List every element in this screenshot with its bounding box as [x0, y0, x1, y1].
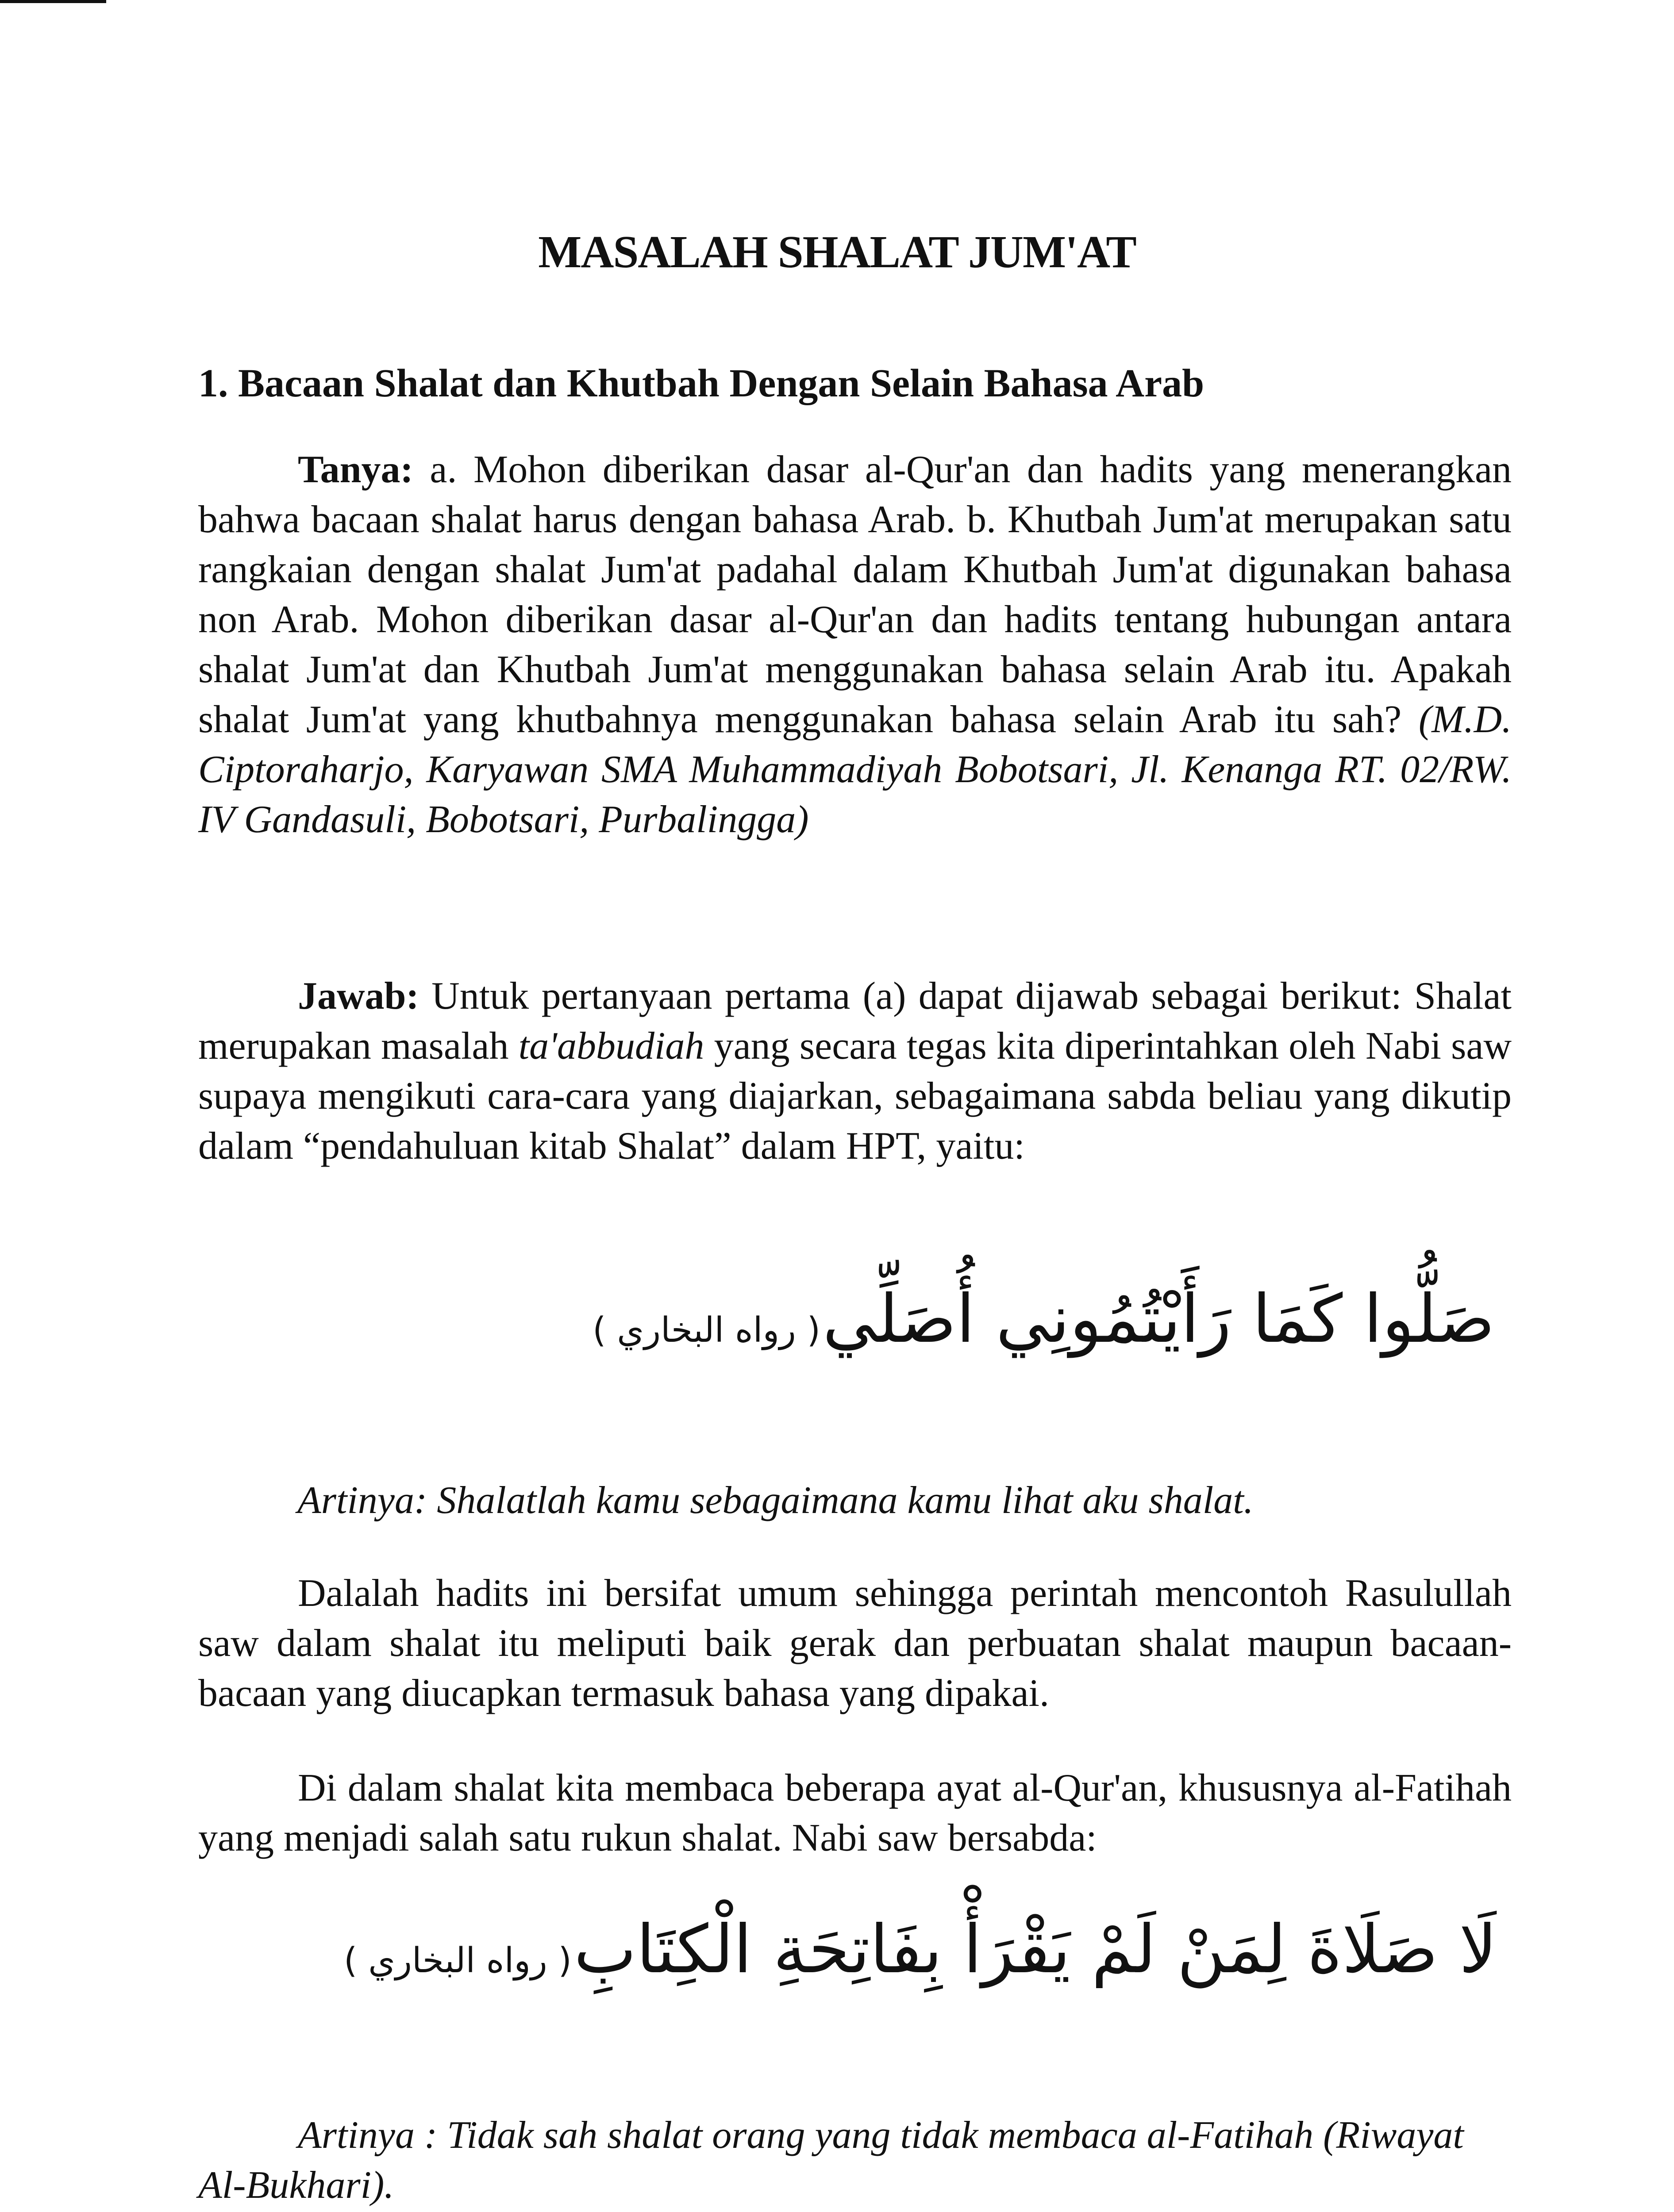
hadith-1-arabic-block [593, 1281, 1495, 1358]
answer-text-1: Untuk pertanyaan pertama (a) dapat dijawab sebagai berikut: Shalat merupakan masalah [198, 975, 1512, 1068]
hadith-1-translation: Artinya: Shalatlah kamu sebagaimana kamu lihat aku shalat. [297, 1479, 1254, 1522]
hadith-1-narration: ( رواه البخاري ) [593, 1310, 820, 1350]
section-heading: 1. Bacaan Shalat dan Khutbah Dengan Selain Bahasa Arab [198, 361, 1205, 405]
fatihah-block [198, 1763, 1512, 1863]
hadith-2-translation: Artinya : Tidak sah shalat orang yang tidak membaca al-Fatihah (Riwayat Al-Bukhari). [198, 2114, 1464, 2207]
answer-label: Jawab: [298, 975, 419, 1018]
hadith-2-arabic-block [344, 1911, 1497, 1988]
top-rule [0, 0, 106, 3]
question-label: Tanya: [298, 448, 413, 491]
hadith-2-arabic: لَا صَلَاةَ لِمَنْ لَمْ يَقْرَأْ بِفَاتِحَةِ الْكِتَابِ [573, 1911, 1497, 1988]
answer-paragraph [198, 971, 1512, 1171]
dalalah-paragraph: Dalalah hadits ini bersifat umum sehingga perintah mencontoh Rasulullah saw dalam shalat itu meliputi baik gerak dan perbuatan shalat maupun bacaan-bacaan yang diucapkan termasuk bahasa yang dipakai. [198, 1572, 1512, 1715]
hadith-1-arabic: صَلُّوا كَمَا رَأَيْتُمُونِي أُصَلِّي [823, 1281, 1495, 1358]
answer-term: ta'abbudiah [518, 1025, 704, 1068]
page-title: MASALAH SHALAT JUM'AT [538, 227, 1136, 277]
answer-block [198, 971, 1512, 1171]
dalalah-block [198, 1568, 1512, 1718]
fatihah-paragraph: Di dalam shalat kita membaca beberapa ayat al-Qur'an, khususnya al-Fatihah yang menjadi salah satu rukun shalat. Nabi saw bersabda: [198, 1767, 1512, 1859]
question-text: a. Mohon diberikan dasar al-Qur'an dan hadits yang menerangkan bahwa bacaan shalat harus dengan bahasa Arab. b. Khutbah Jum'at merupakan satu rangkaian dengan shalat Jum'at padahal dalam Khutbah Jum'at digunakan bahasa non Arab. Mohon diberikan dasar al-Qur'an dan hadits tentang hubungan antara shalat Jum'at dan Khutbah Jum'at menggunakan bahasa selain Arab itu. Apakah shalat Jum'at yang khutbahnya menggunakan bahasa selain Arab itu sah? [198, 448, 1512, 741]
asker-info: (M.D. Ciptoraharjo, Karyawan SMA Muhammadiyah Bobotsari, Jl. Kenanga RT. 02/RW. IV Gandasuli, Bobotsari, Purbalingga) [198, 698, 1512, 841]
question-paragraph [198, 445, 1512, 845]
question-block [198, 445, 1512, 845]
hadith-2-narration: ( رواه البخاري ) [343, 1941, 572, 1981]
answer-text-2: yang secara tegas kita diperintahkan oleh Nabi saw supaya mengikuti cara-cara yang diajarkan, sebagaimana sabda beliau yang dikutip dalam “pendahuluan kitab Shalat” dalam HPT, yaitu: [198, 1025, 1512, 1167]
